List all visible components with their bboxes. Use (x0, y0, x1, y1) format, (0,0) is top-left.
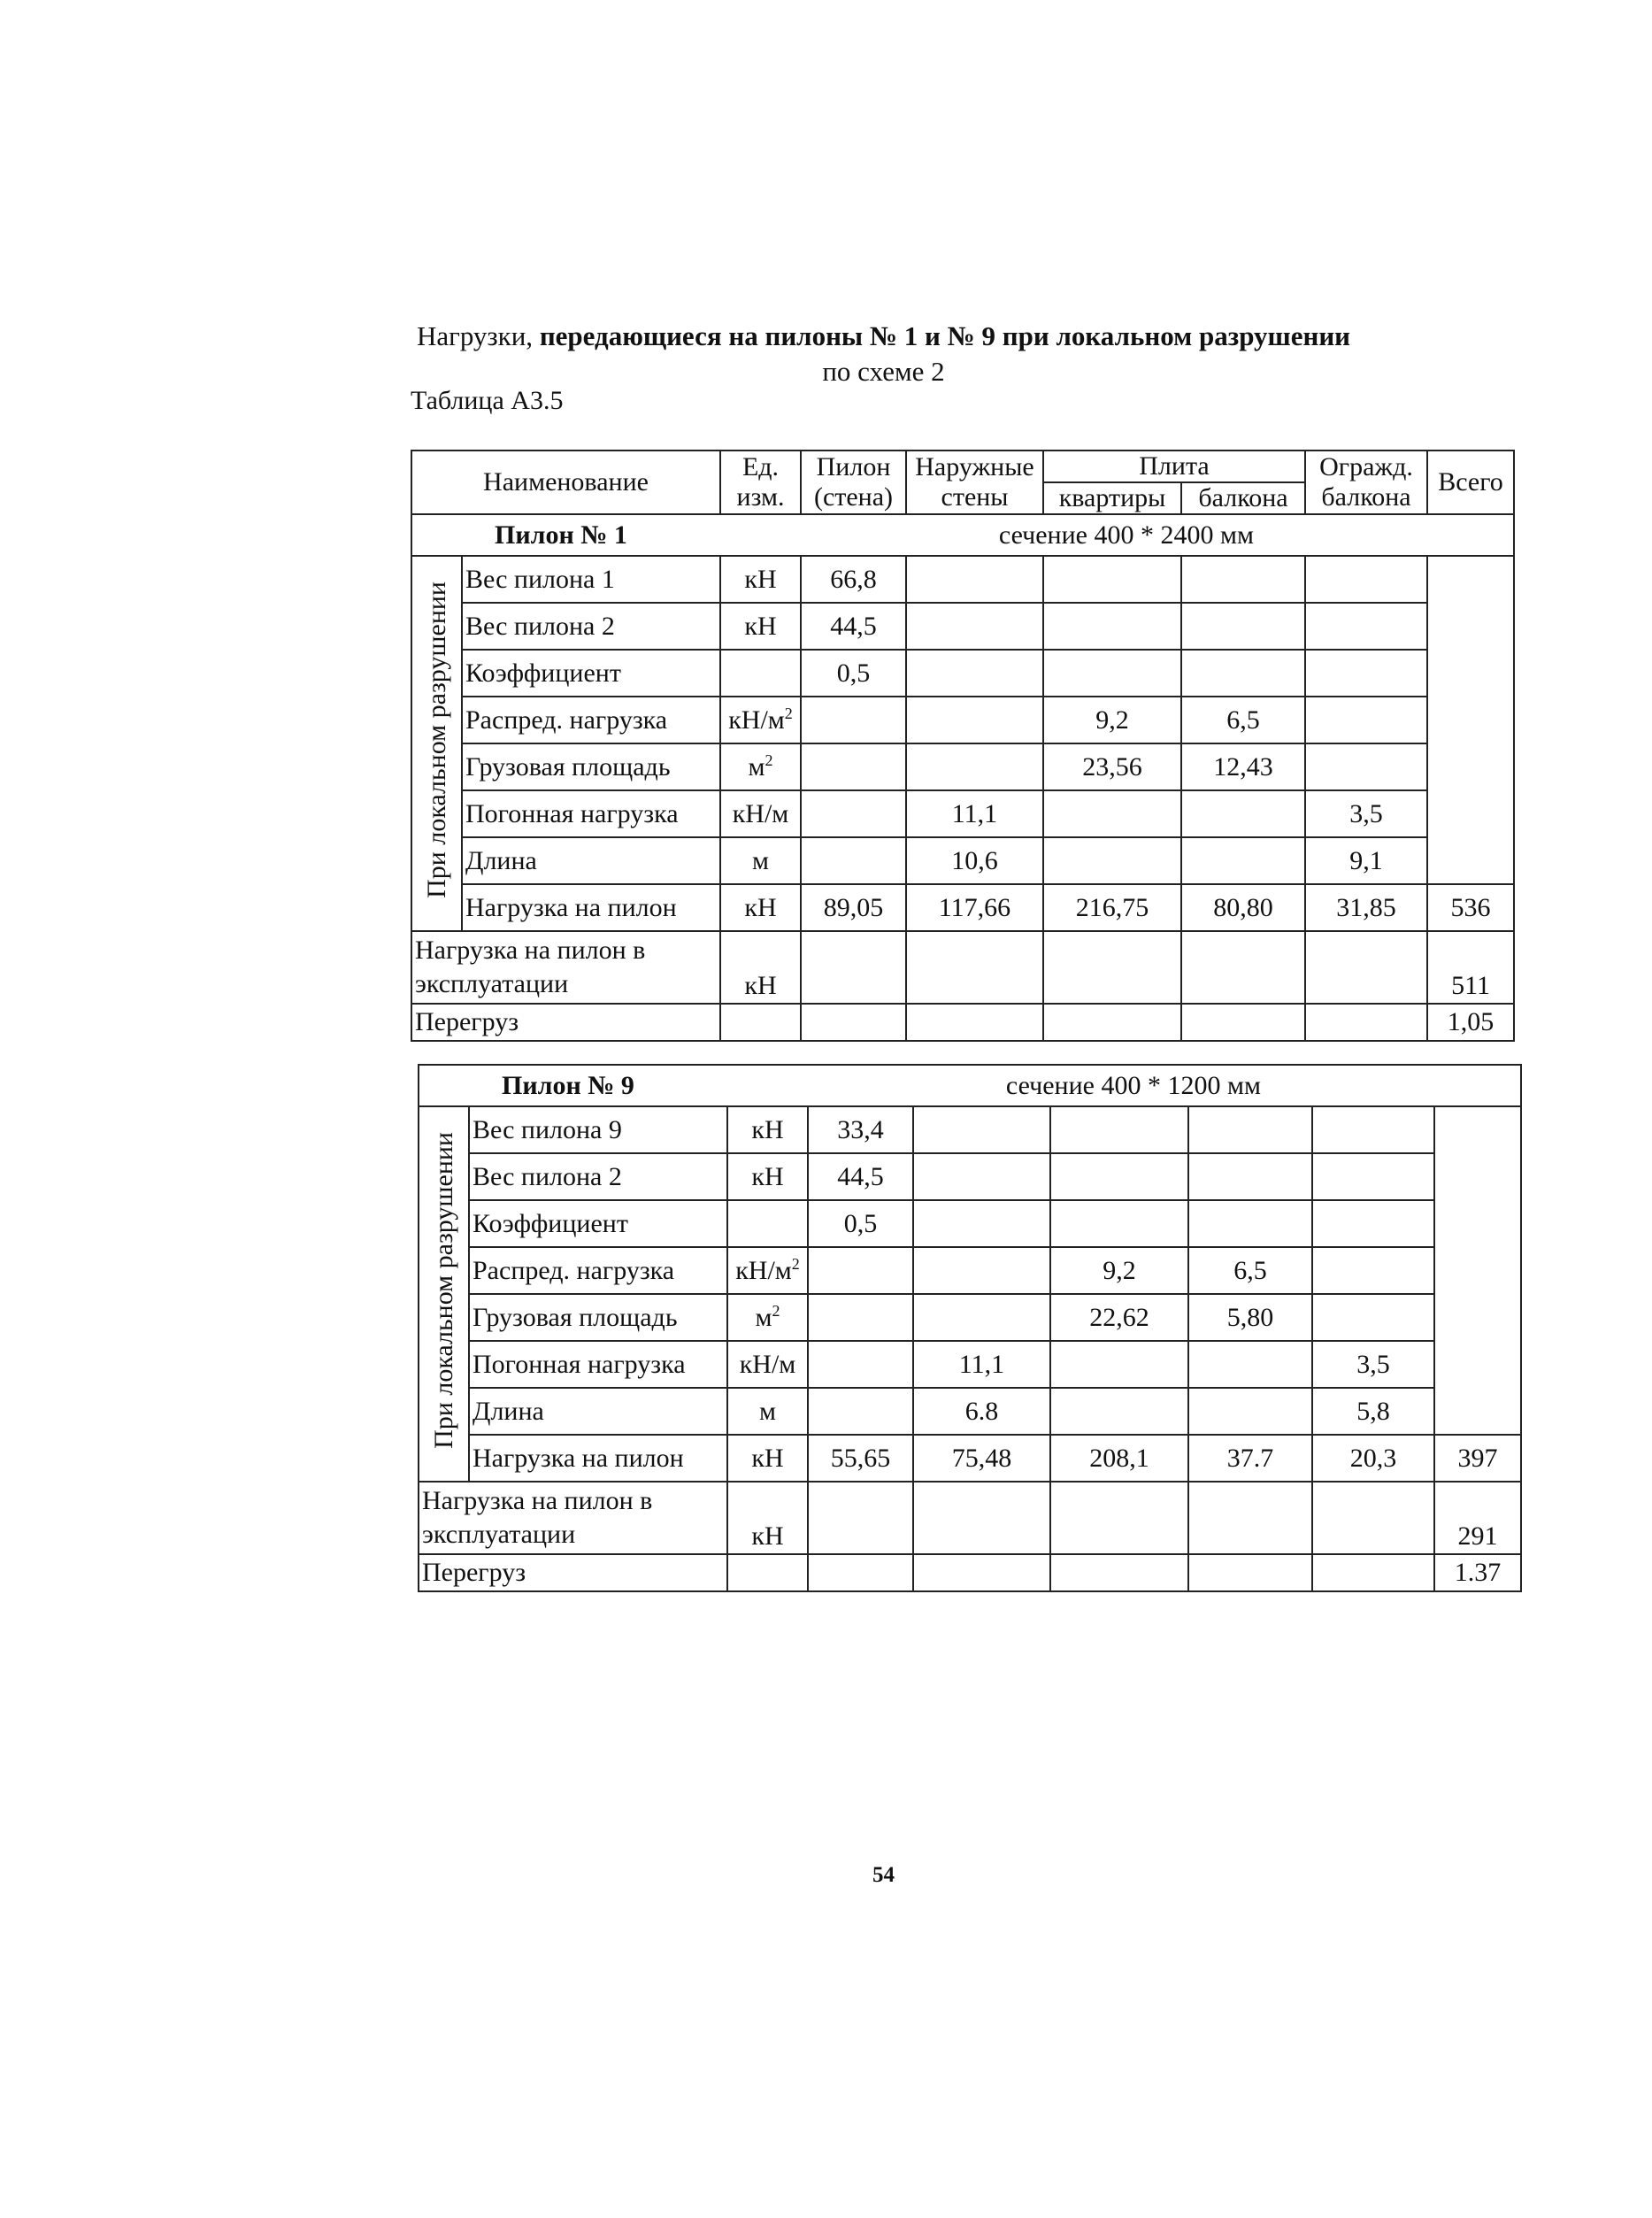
row-name: Нагрузка на пилон (469, 1435, 727, 1482)
cell-railing (1305, 556, 1427, 603)
cell-balcony (1181, 556, 1305, 603)
table-row (411, 837, 1514, 884)
cell-pylon: 55,65 (808, 1435, 913, 1482)
section-row (411, 514, 1514, 556)
table-row (419, 1435, 1521, 1482)
row-name: Коэффициент (469, 1200, 727, 1247)
row-name: Вес пилона 2 (462, 603, 720, 650)
group-label: При локальном разрушении (421, 581, 451, 898)
cell-outer (913, 1247, 1050, 1294)
cell-apartment (1043, 650, 1181, 697)
row-unit (727, 1200, 808, 1247)
row-name: Вес пилона 2 (469, 1153, 727, 1200)
row-unit: кН (727, 1435, 808, 1482)
cell-outer: 11,1 (913, 1341, 1050, 1388)
cell-balcony: 6,5 (1181, 697, 1305, 743)
table-row (411, 603, 1514, 650)
cell-apartment (1043, 790, 1181, 837)
title-line-1 (0, 319, 1652, 354)
table-row (419, 1200, 1521, 1247)
row-name: Грузовая площадь (462, 743, 720, 790)
cell-railing (1312, 1247, 1434, 1294)
cell-outer (913, 1294, 1050, 1341)
cell-pylon (801, 790, 906, 837)
cell-pylon (801, 743, 906, 790)
cell-railing (1305, 650, 1427, 697)
title-prefix: Нагрузки, (416, 320, 534, 351)
cell-total: 511 (1427, 931, 1514, 1004)
header-total: Всего (1427, 451, 1514, 514)
cell-balcony (1188, 1341, 1312, 1388)
cell-pylon (801, 837, 906, 884)
cell-railing: 3,5 (1305, 790, 1427, 837)
row-unit: кН (720, 603, 801, 650)
row-name: Распред. нагрузка (469, 1247, 727, 1294)
cell-balcony: 6,5 (1188, 1247, 1312, 1294)
cell-apartment (1050, 1200, 1188, 1247)
row-name: Коэффициент (462, 650, 720, 697)
cell-balcony: 80,80 (1181, 884, 1305, 931)
cell-apartment: 216,75 (1043, 884, 1181, 931)
row-unit: $кН/м^2$ (727, 1247, 808, 1294)
table-row (419, 1294, 1521, 1341)
title-line-2: по схеме 2 (822, 356, 945, 387)
group-label-cell (419, 1106, 469, 1482)
header-slab: Плита (1043, 451, 1305, 482)
section-name: Пилон № 9 (502, 1070, 634, 1100)
cell-pylon: 44,5 (808, 1153, 913, 1200)
cell-outer (913, 1153, 1050, 1200)
row-name: Длина (469, 1388, 727, 1435)
cell-railing (1312, 1106, 1434, 1153)
loads-table-pylon-9 (418, 1064, 1522, 1592)
section-dimensions: сечение 400 * 1200 мм (1005, 1070, 1261, 1100)
row-unit: кН (727, 1106, 808, 1153)
table-row (411, 884, 1514, 931)
row-name: Нагрузка на пилон (462, 884, 720, 931)
cell-railing (1312, 1294, 1434, 1341)
cell-total: 397 (1434, 1435, 1521, 1482)
cell-balcony (1181, 603, 1305, 650)
table-row (411, 743, 1514, 790)
cell-railing: 20,3 (1312, 1435, 1434, 1482)
cell-apartment (1043, 556, 1181, 603)
cell-balcony (1188, 1106, 1312, 1153)
cell-railing: 3,5 (1312, 1341, 1434, 1388)
cell-balcony (1188, 1200, 1312, 1247)
loads-table-pylon-1 (411, 450, 1515, 1042)
overload-row (419, 1554, 1521, 1591)
cell-outer: 10,6 (906, 837, 1043, 884)
section-heading (419, 1065, 1521, 1106)
section-dimensions: сечение 400 * 2400 мм (998, 520, 1254, 550)
cell-outer (906, 697, 1043, 743)
row-name: Грузовая площадь (469, 1294, 727, 1341)
table-row (411, 556, 1514, 603)
overload-row (411, 1004, 1514, 1041)
row-unit: кН (727, 1153, 808, 1200)
service-row (411, 931, 1514, 1004)
cell-railing: 9,1 (1305, 837, 1427, 884)
header-row-1 (411, 451, 1514, 482)
section-name: Пилон № 1 (495, 520, 627, 550)
cell-apartment: 208,1 (1050, 1435, 1188, 1482)
cell-apartment (1043, 603, 1181, 650)
row-name: Погонная нагрузка (462, 790, 720, 837)
cell-total: 1,05 (1427, 1004, 1514, 1041)
cell-apartment: 9,2 (1043, 697, 1181, 743)
cell-balcony (1188, 1388, 1312, 1435)
cell-outer (906, 603, 1043, 650)
row-unit (720, 650, 801, 697)
cell-pylon: 33,4 (808, 1106, 913, 1153)
cell-balcony (1181, 837, 1305, 884)
cell-outer (913, 1200, 1050, 1247)
row-unit: м (720, 837, 801, 884)
row-name: Распред. нагрузка (462, 697, 720, 743)
table-label: Таблица А3.5 (411, 386, 564, 415)
service-name: Нагрузка на пилон в эксплуатации (419, 1482, 727, 1554)
service-name: Нагрузка на пилон в эксплуатации (411, 931, 720, 1004)
cell-pylon (808, 1247, 913, 1294)
header-slab-balcony: балкона (1181, 482, 1305, 514)
row-unit: $кН/м^2$ (720, 697, 801, 743)
cell-apartment: 23,56 (1043, 743, 1181, 790)
cell-total: 1.37 (1434, 1554, 1521, 1591)
row-unit: $м^2$ (720, 743, 801, 790)
row-name: Вес пилона 1 (462, 556, 720, 603)
cell-pylon: 0,5 (801, 650, 906, 697)
title-bold: передающиеся на пилоны № 1 и № 9 при локальном разрушении (539, 320, 1351, 351)
table-row (411, 650, 1514, 697)
cell-outer: 75,48 (913, 1435, 1050, 1482)
cell-balcony: 5,80 (1188, 1294, 1312, 1341)
table-row (411, 697, 1514, 743)
cell-balcony (1181, 790, 1305, 837)
cell-railing (1312, 1153, 1434, 1200)
cell-apartment (1050, 1388, 1188, 1435)
cell-apartment: 9,2 (1050, 1247, 1188, 1294)
section-row (419, 1065, 1521, 1106)
cell-outer (913, 1106, 1050, 1153)
cell-total-empty (1427, 556, 1514, 884)
cell-railing (1305, 603, 1427, 650)
cell-railing (1312, 1200, 1434, 1247)
row-unit: кН (720, 931, 801, 1004)
row-unit: кН (727, 1482, 808, 1554)
row-unit: кН/м (720, 790, 801, 837)
row-unit: $м^2$ (727, 1294, 808, 1341)
cell-pylon (808, 1341, 913, 1388)
cell-pylon: 44,5 (801, 603, 906, 650)
header-name: Наименование (411, 451, 720, 514)
cell-apartment: 22,62 (1050, 1294, 1188, 1341)
overload-name: Перегруз (419, 1554, 727, 1591)
cell-balcony: 12,43 (1181, 743, 1305, 790)
overload-name: Перегруз (411, 1004, 720, 1041)
cell-apartment (1050, 1153, 1188, 1200)
cell-railing: 31,85 (1305, 884, 1427, 931)
cell-pylon (808, 1388, 913, 1435)
table-row (419, 1106, 1521, 1153)
header-slab-apartment: квартиры (1043, 482, 1181, 514)
cell-pylon: 0,5 (808, 1200, 913, 1247)
cell-railing: 5,8 (1312, 1388, 1434, 1435)
row-name: Вес пилона 9 (469, 1106, 727, 1153)
header-pylon: Пилон (стена) (801, 451, 906, 514)
header-outer-walls: Наружные стены (906, 451, 1043, 514)
cell-outer (906, 556, 1043, 603)
table-row (419, 1388, 1521, 1435)
cell-pylon (808, 1294, 913, 1341)
row-name: Длина (462, 837, 720, 884)
table-row (419, 1247, 1521, 1294)
cell-outer: 117,66 (906, 884, 1043, 931)
cell-outer: 11,1 (906, 790, 1043, 837)
row-unit: кН (720, 556, 801, 603)
header-unit: Ед. изм. (720, 451, 801, 514)
cell-pylon: 89,05 (801, 884, 906, 931)
header-railing: Огражд. балкона (1305, 451, 1427, 514)
cell-balcony (1181, 650, 1305, 697)
cell-total: 291 (1434, 1482, 1521, 1554)
row-name: Погонная нагрузка (469, 1341, 727, 1388)
cell-outer: 6.8 (913, 1388, 1050, 1435)
section-heading (411, 514, 1514, 556)
cell-apartment (1050, 1341, 1188, 1388)
cell-railing (1305, 697, 1427, 743)
group-label: При локальном разрушении (428, 1132, 458, 1449)
page-number: 54 (872, 1863, 895, 1887)
row-unit: кН (720, 884, 801, 931)
cell-apartment (1050, 1106, 1188, 1153)
table-row (419, 1153, 1521, 1200)
group-label-cell (411, 556, 462, 931)
row-unit: м (727, 1388, 808, 1435)
table-row (411, 790, 1514, 837)
table-row (419, 1341, 1521, 1388)
cell-outer (906, 650, 1043, 697)
cell-total-empty (1434, 1106, 1521, 1435)
cell-outer (906, 743, 1043, 790)
document-title (0, 319, 1652, 389)
cell-pylon (801, 697, 906, 743)
cell-railing (1305, 743, 1427, 790)
cell-pylon: 66,8 (801, 556, 906, 603)
cell-total: 536 (1427, 884, 1514, 931)
row-unit: кН/м (727, 1341, 808, 1388)
service-row (419, 1482, 1521, 1554)
cell-balcony: 37.7 (1188, 1435, 1312, 1482)
cell-apartment (1043, 837, 1181, 884)
cell-balcony (1188, 1153, 1312, 1200)
